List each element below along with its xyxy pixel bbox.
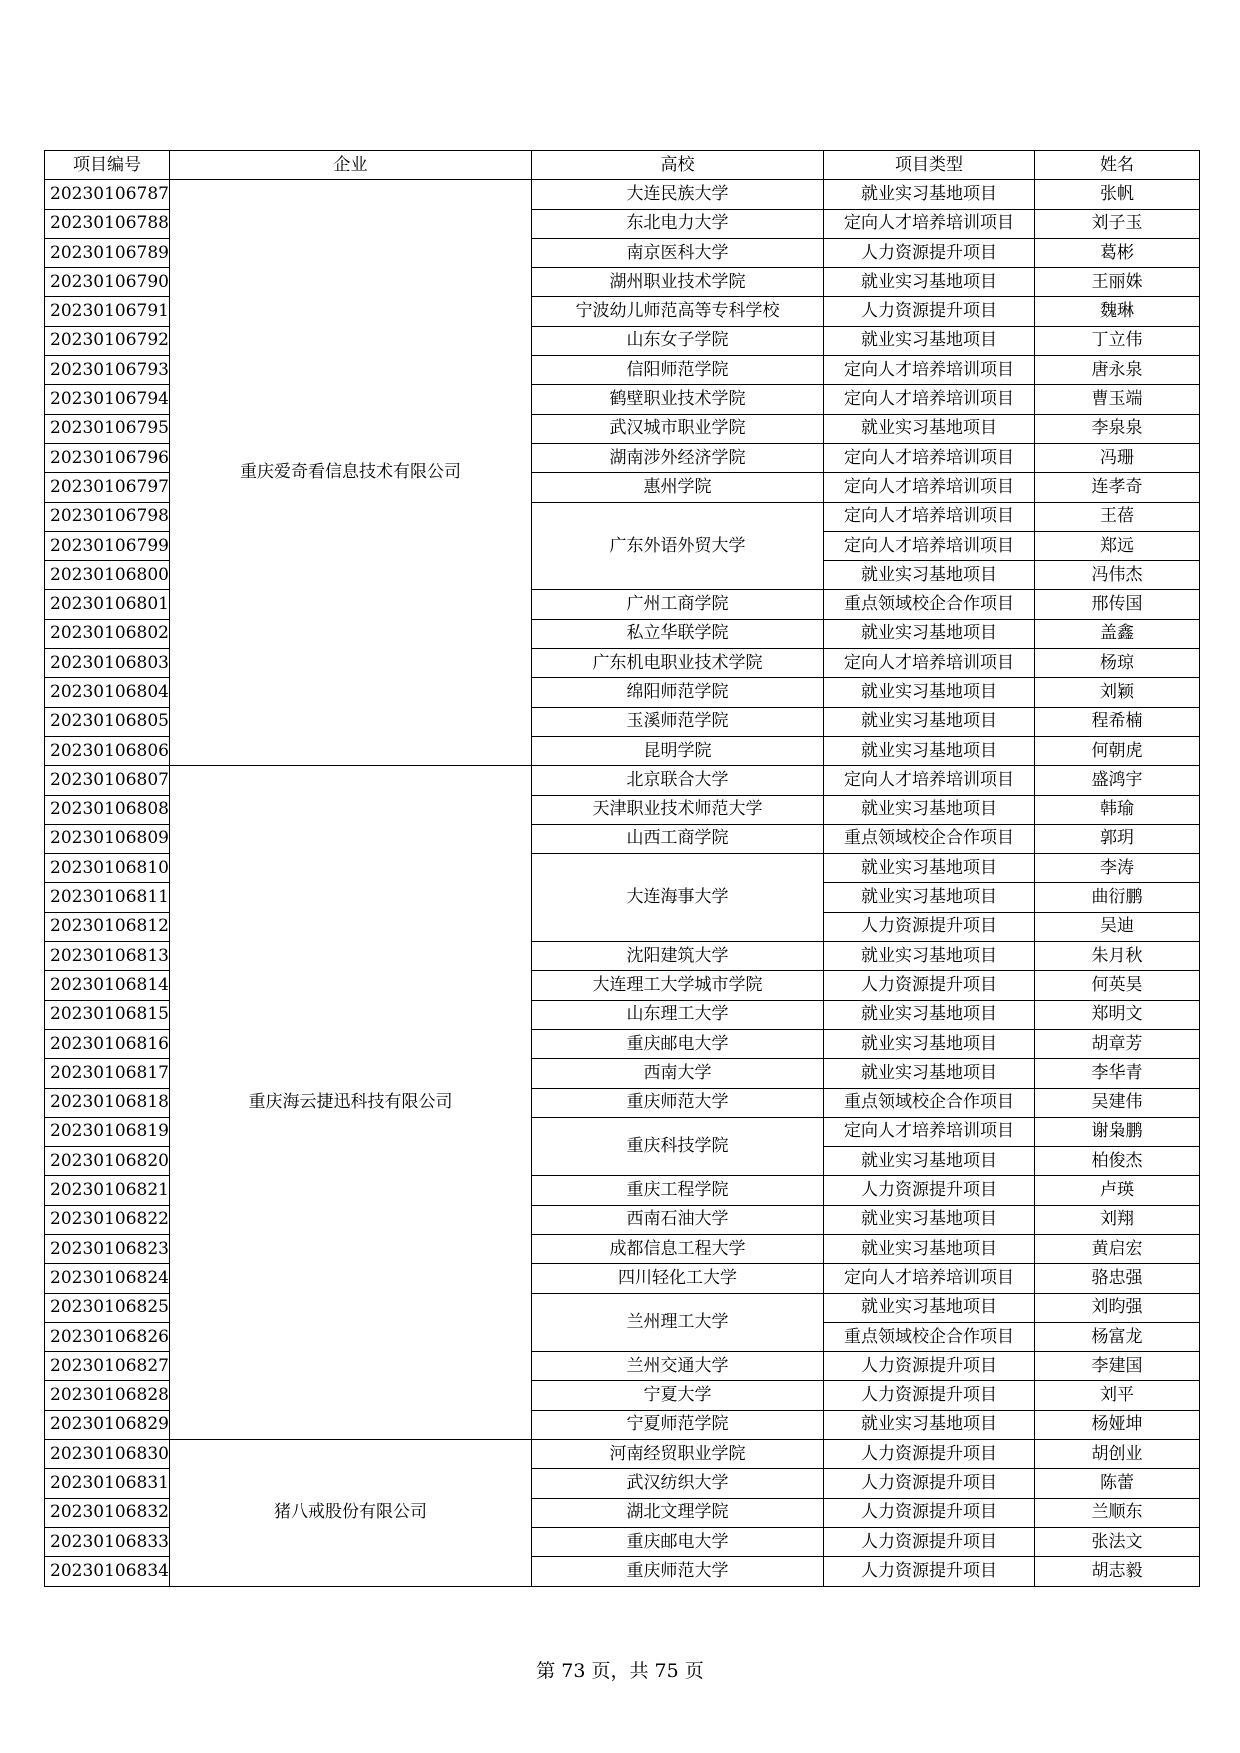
school-cell: 湖南涉外经济学院 (532, 443, 824, 472)
project-id-cell: 20230106825 (45, 1293, 170, 1322)
project-id-cell: 20230106831 (45, 1469, 170, 1498)
school-cell: 重庆师范大学 (532, 1088, 824, 1117)
project-type-cell: 人力资源提升项目 (824, 1469, 1035, 1498)
project-type-cell: 定向人才培养培训项目 (824, 649, 1035, 678)
project-type-cell: 就业实习基地项目 (824, 942, 1035, 971)
project-id-cell: 20230106793 (45, 356, 170, 385)
person-name-cell: 冯珊 (1035, 443, 1200, 472)
project-id-cell: 20230106818 (45, 1088, 170, 1117)
project-type-cell: 人力资源提升项目 (824, 1381, 1035, 1410)
person-name-cell: 盛鸿宇 (1035, 766, 1200, 795)
project-id-cell: 20230106809 (45, 824, 170, 853)
school-cell: 广东外语外贸大学 (532, 502, 824, 590)
project-id-cell: 20230106822 (45, 1205, 170, 1234)
table-row (45, 766, 1200, 795)
school-cell: 大连理工大学城市学院 (532, 971, 824, 1000)
project-id-cell: 20230106824 (45, 1264, 170, 1293)
school-cell: 信阳师范学院 (532, 356, 824, 385)
project-type-cell: 就业实习基地项目 (824, 707, 1035, 736)
school-cell: 湖北文理学院 (532, 1498, 824, 1527)
project-id-cell: 20230106800 (45, 561, 170, 590)
project-type-cell: 定向人才培养培训项目 (824, 502, 1035, 531)
project-type-cell: 人力资源提升项目 (824, 1557, 1035, 1586)
person-name-cell: 程希楠 (1035, 707, 1200, 736)
company-cell: 猪八戒股份有限公司 (170, 1440, 532, 1586)
school-cell: 湖州职业技术学院 (532, 268, 824, 297)
project-id-cell: 20230106834 (45, 1557, 170, 1586)
project-id-cell: 20230106817 (45, 1059, 170, 1088)
person-name-cell: 卢瑛 (1035, 1176, 1200, 1205)
project-type-cell: 重点领域校企合作项目 (824, 1088, 1035, 1117)
header-name: 姓名 (1035, 151, 1200, 180)
school-cell: 大连海事大学 (532, 854, 824, 942)
project-id-cell: 20230106815 (45, 1000, 170, 1029)
project-id-cell: 20230106804 (45, 678, 170, 707)
project-type-cell: 定向人才培养培训项目 (824, 531, 1035, 560)
person-name-cell: 邢传国 (1035, 590, 1200, 619)
school-cell: 宁夏师范学院 (532, 1410, 824, 1439)
person-name-cell: 王丽姝 (1035, 268, 1200, 297)
school-cell: 北京联合大学 (532, 766, 824, 795)
project-type-cell: 就业实习基地项目 (824, 414, 1035, 443)
project-type-cell: 人力资源提升项目 (824, 297, 1035, 326)
person-name-cell: 刘颖 (1035, 678, 1200, 707)
school-cell: 沈阳建筑大学 (532, 942, 824, 971)
project-id-cell: 20230106799 (45, 531, 170, 560)
school-cell: 山东女子学院 (532, 326, 824, 355)
person-name-cell: 陈蕾 (1035, 1469, 1200, 1498)
school-cell: 惠州学院 (532, 473, 824, 502)
project-id-cell: 20230106802 (45, 619, 170, 648)
project-id-cell: 20230106811 (45, 883, 170, 912)
project-id-cell: 20230106789 (45, 238, 170, 267)
school-cell: 河南经贸职业学院 (532, 1440, 824, 1469)
project-id-cell: 20230106790 (45, 268, 170, 297)
project-id-cell: 20230106821 (45, 1176, 170, 1205)
school-cell: 昆明学院 (532, 736, 824, 765)
project-type-cell: 就业实习基地项目 (824, 180, 1035, 209)
project-type-cell: 就业实习基地项目 (824, 1029, 1035, 1058)
project-type-cell: 就业实习基地项目 (824, 561, 1035, 590)
page-footer: 第 73 页，共 75 页 (536, 1660, 704, 1682)
project-type-cell: 就业实习基地项目 (824, 1205, 1035, 1234)
person-name-cell: 胡志毅 (1035, 1557, 1200, 1586)
person-name-cell: 魏琳 (1035, 297, 1200, 326)
school-cell: 重庆科技学院 (532, 1117, 824, 1176)
project-type-cell: 就业实习基地项目 (824, 854, 1035, 883)
project-type-cell: 就业实习基地项目 (824, 1293, 1035, 1322)
person-name-cell: 朱月秋 (1035, 942, 1200, 971)
person-name-cell: 盖鑫 (1035, 619, 1200, 648)
project-id-cell: 20230106787 (45, 180, 170, 209)
project-type-cell: 定向人才培养培训项目 (824, 766, 1035, 795)
school-cell: 玉溪师范学院 (532, 707, 824, 736)
project-id-cell: 20230106829 (45, 1410, 170, 1439)
project-type-cell: 定向人才培养培训项目 (824, 385, 1035, 414)
school-cell: 武汉纺织大学 (532, 1469, 824, 1498)
person-name-cell: 唐永泉 (1035, 356, 1200, 385)
header-company: 企业 (170, 151, 532, 180)
header-school: 高校 (532, 151, 824, 180)
project-type-cell: 重点领域校企合作项目 (824, 1322, 1035, 1351)
school-cell: 重庆邮电大学 (532, 1029, 824, 1058)
person-name-cell: 刘子玉 (1035, 209, 1200, 238)
project-type-cell: 人力资源提升项目 (824, 1176, 1035, 1205)
school-cell: 私立华联学院 (532, 619, 824, 648)
project-type-cell: 重点领域校企合作项目 (824, 824, 1035, 853)
person-name-cell: 黄启宏 (1035, 1234, 1200, 1263)
school-cell: 成都信息工程大学 (532, 1234, 824, 1263)
project-type-cell: 就业实习基地项目 (824, 619, 1035, 648)
table-row (45, 180, 1200, 209)
person-name-cell: 李泉泉 (1035, 414, 1200, 443)
table-row (45, 1440, 1200, 1469)
project-type-cell: 定向人才培养培训项目 (824, 1117, 1035, 1146)
project-type-cell: 人力资源提升项目 (824, 971, 1035, 1000)
person-name-cell: 韩瑜 (1035, 795, 1200, 824)
company-cell: 重庆海云捷迅科技有限公司 (170, 766, 532, 1440)
school-cell: 重庆师范大学 (532, 1557, 824, 1586)
table-body (45, 180, 1200, 1586)
project-id-cell: 20230106795 (45, 414, 170, 443)
person-name-cell: 兰顺东 (1035, 1498, 1200, 1527)
project-type-cell: 重点领域校企合作项目 (824, 590, 1035, 619)
school-cell: 西南石油大学 (532, 1205, 824, 1234)
project-id-cell: 20230106828 (45, 1381, 170, 1410)
person-name-cell: 连孝奇 (1035, 473, 1200, 502)
project-id-cell: 20230106805 (45, 707, 170, 736)
project-type-cell: 就业实习基地项目 (824, 1234, 1035, 1263)
project-id-cell: 20230106813 (45, 942, 170, 971)
person-name-cell: 曲衍鹏 (1035, 883, 1200, 912)
school-cell: 重庆工程学院 (532, 1176, 824, 1205)
project-type-cell: 就业实习基地项目 (824, 1147, 1035, 1176)
person-name-cell: 刘昀强 (1035, 1293, 1200, 1322)
school-cell: 重庆邮电大学 (532, 1527, 824, 1556)
project-id-cell: 20230106798 (45, 502, 170, 531)
project-id-cell: 20230106797 (45, 473, 170, 502)
school-cell: 山西工商学院 (532, 824, 824, 853)
person-name-cell: 柏俊杰 (1035, 1147, 1200, 1176)
project-id-cell: 20230106810 (45, 854, 170, 883)
project-id-cell: 20230106826 (45, 1322, 170, 1351)
project-id-cell: 20230106792 (45, 326, 170, 355)
project-type-cell: 定向人才培养培训项目 (824, 443, 1035, 472)
header-id: 项目编号 (45, 151, 170, 180)
school-cell: 兰州交通大学 (532, 1352, 824, 1381)
project-id-cell: 20230106788 (45, 209, 170, 238)
person-name-cell: 胡创业 (1035, 1440, 1200, 1469)
project-type-cell: 就业实习基地项目 (824, 326, 1035, 355)
project-type-cell: 定向人才培养培训项目 (824, 356, 1035, 385)
school-cell: 广州工商学院 (532, 590, 824, 619)
project-id-cell: 20230106827 (45, 1352, 170, 1381)
project-type-cell: 就业实习基地项目 (824, 795, 1035, 824)
project-type-cell: 就业实习基地项目 (824, 678, 1035, 707)
project-type-cell: 定向人才培养培训项目 (824, 1264, 1035, 1293)
person-name-cell: 冯伟杰 (1035, 561, 1200, 590)
project-type-cell: 人力资源提升项目 (824, 1527, 1035, 1556)
person-name-cell: 吴建伟 (1035, 1088, 1200, 1117)
person-name-cell: 葛彬 (1035, 238, 1200, 267)
project-id-cell: 20230106794 (45, 385, 170, 414)
person-name-cell: 李华青 (1035, 1059, 1200, 1088)
project-type-cell: 人力资源提升项目 (824, 1440, 1035, 1469)
person-name-cell: 何朝虎 (1035, 736, 1200, 765)
project-id-cell: 20230106833 (45, 1527, 170, 1556)
project-id-cell: 20230106791 (45, 297, 170, 326)
person-name-cell: 杨富龙 (1035, 1322, 1200, 1351)
person-name-cell: 谢枭鹏 (1035, 1117, 1200, 1146)
project-type-cell: 就业实习基地项目 (824, 736, 1035, 765)
header-row (45, 151, 1200, 180)
project-type-cell: 人力资源提升项目 (824, 1498, 1035, 1527)
person-name-cell: 丁立伟 (1035, 326, 1200, 355)
person-name-cell: 郭玥 (1035, 824, 1200, 853)
person-name-cell: 骆忠强 (1035, 1264, 1200, 1293)
project-id-cell: 20230106812 (45, 912, 170, 941)
school-cell: 南京医科大学 (532, 238, 824, 267)
school-cell: 山东理工大学 (532, 1000, 824, 1029)
person-name-cell: 郑明文 (1035, 1000, 1200, 1029)
project-id-cell: 20230106796 (45, 443, 170, 472)
project-type-cell: 就业实习基地项目 (824, 1059, 1035, 1088)
project-type-cell: 就业实习基地项目 (824, 883, 1035, 912)
person-name-cell: 胡章芳 (1035, 1029, 1200, 1058)
project-type-cell: 人力资源提升项目 (824, 1352, 1035, 1381)
project-id-cell: 20230106803 (45, 649, 170, 678)
person-name-cell: 吴迪 (1035, 912, 1200, 941)
project-id-cell: 20230106819 (45, 1117, 170, 1146)
project-id-cell: 20230106830 (45, 1440, 170, 1469)
project-id-cell: 20230106808 (45, 795, 170, 824)
person-name-cell: 杨琼 (1035, 649, 1200, 678)
project-type-cell: 定向人才培养培训项目 (824, 473, 1035, 502)
school-cell: 天津职业技术师范大学 (532, 795, 824, 824)
person-name-cell: 李建国 (1035, 1352, 1200, 1381)
person-name-cell: 刘平 (1035, 1381, 1200, 1410)
project-id-cell: 20230106814 (45, 971, 170, 1000)
person-name-cell: 曹玉端 (1035, 385, 1200, 414)
project-id-cell: 20230106801 (45, 590, 170, 619)
school-cell: 四川轻化工大学 (532, 1264, 824, 1293)
company-cell: 重庆爱奇看信息技术有限公司 (170, 180, 532, 766)
project-id-cell: 20230106820 (45, 1147, 170, 1176)
project-type-cell: 人力资源提升项目 (824, 238, 1035, 267)
person-name-cell: 李涛 (1035, 854, 1200, 883)
school-cell: 兰州理工大学 (532, 1293, 824, 1352)
school-cell: 宁夏大学 (532, 1381, 824, 1410)
person-name-cell: 刘翔 (1035, 1205, 1200, 1234)
school-cell: 广东机电职业技术学院 (532, 649, 824, 678)
school-cell: 鹤壁职业技术学院 (532, 385, 824, 414)
school-cell: 武汉城市职业学院 (532, 414, 824, 443)
school-cell: 绵阳师范学院 (532, 678, 824, 707)
project-id-cell: 20230106816 (45, 1029, 170, 1058)
person-name-cell: 何英昊 (1035, 971, 1200, 1000)
school-cell: 宁波幼儿师范高等专科学校 (532, 297, 824, 326)
project-id-cell: 20230106832 (45, 1498, 170, 1527)
person-name-cell: 杨娅坤 (1035, 1410, 1200, 1439)
person-name-cell: 张帆 (1035, 180, 1200, 209)
school-cell: 东北电力大学 (532, 209, 824, 238)
project-id-cell: 20230106823 (45, 1234, 170, 1263)
school-cell: 西南大学 (532, 1059, 824, 1088)
project-table (44, 150, 1200, 1587)
person-name-cell: 张法文 (1035, 1527, 1200, 1556)
school-cell: 大连民族大学 (532, 180, 824, 209)
header-type: 项目类型 (824, 151, 1035, 180)
project-type-cell: 就业实习基地项目 (824, 1000, 1035, 1029)
project-type-cell: 定向人才培养培训项目 (824, 209, 1035, 238)
project-type-cell: 就业实习基地项目 (824, 268, 1035, 297)
project-type-cell: 就业实习基地项目 (824, 1410, 1035, 1439)
person-name-cell: 王蓓 (1035, 502, 1200, 531)
project-id-cell: 20230106806 (45, 736, 170, 765)
project-type-cell: 人力资源提升项目 (824, 912, 1035, 941)
project-id-cell: 20230106807 (45, 766, 170, 795)
person-name-cell: 郑远 (1035, 531, 1200, 560)
